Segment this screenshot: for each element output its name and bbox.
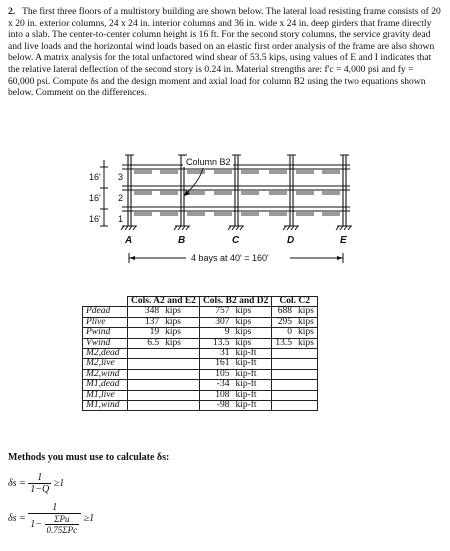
cell-c-value: 0	[272, 328, 295, 338]
cell-b-unit: kip-ft	[232, 390, 271, 400]
column-label-c: C	[232, 235, 240, 246]
eq2-fraction	[28, 502, 81, 535]
cell-a-value	[128, 349, 163, 359]
table-row	[83, 349, 318, 359]
cell-b-unit: kip-ft	[232, 380, 271, 390]
cell-b-value: -98	[199, 401, 232, 411]
row-label: M2,dead	[83, 349, 128, 359]
cell-c-value: 295	[272, 317, 295, 327]
equation-1	[8, 472, 64, 495]
eq2-inner-denominator: 0.75ΣPc	[46, 525, 78, 535]
row-label: M2,wind	[83, 369, 128, 379]
row-label: M1,dead	[83, 380, 128, 390]
cell-b-value: 307	[199, 317, 232, 327]
story-number-3: 3	[118, 172, 124, 182]
cell-b-value: 108	[199, 390, 232, 400]
eq2-denominator	[28, 514, 81, 535]
eq2-lhs: δs =	[8, 512, 26, 524]
cell-c-unit	[295, 401, 317, 411]
cell-a-value	[128, 380, 163, 390]
row-label: Pwind	[83, 328, 128, 338]
eq1-lhs: δs =	[8, 477, 26, 489]
column-b2-callout: Column B2	[186, 157, 231, 167]
bays-label: 4 bays at 40' = 160'	[191, 253, 269, 263]
eq1-numerator: 1	[28, 472, 51, 484]
column-label-d: D	[287, 235, 295, 246]
cell-b-unit: kip-ft	[232, 369, 271, 379]
cell-c-unit: kips	[295, 338, 317, 348]
table-body	[83, 307, 318, 411]
row-label: M2,live	[83, 359, 128, 369]
problem-number: 2.	[8, 6, 16, 17]
methods-heading: Methods you must use to calculate δs:	[8, 452, 170, 463]
cell-c-value	[272, 359, 295, 369]
column-label-a: A	[125, 235, 133, 246]
story-number-2: 2	[118, 193, 124, 203]
cell-b-value: 757	[199, 307, 232, 317]
cell-b-unit: kip-ft	[232, 401, 271, 411]
cell-b-unit: kips	[232, 317, 271, 327]
cell-c-unit: kips	[295, 307, 317, 317]
cell-b-value: 161	[199, 359, 232, 369]
cell-c-unit: kips	[295, 328, 317, 338]
cell-b-unit: kip-ft	[232, 359, 271, 369]
cell-a-unit	[162, 390, 199, 400]
cell-b-value: 9	[199, 328, 232, 338]
cell-c-unit	[295, 390, 317, 400]
cell-c-value	[272, 369, 295, 379]
cell-a-value	[128, 401, 163, 411]
row-label: M1,wind	[83, 401, 128, 411]
eq2-inner-numerator: ΣPu	[45, 514, 80, 525]
cell-b-value: -34	[199, 380, 232, 390]
eq1-fraction	[28, 472, 51, 495]
story-height-3: 16'	[89, 172, 101, 182]
header-cols-b2-d2: Cols. B2 and D2	[199, 297, 271, 307]
table-row	[83, 338, 318, 348]
table-row	[83, 328, 318, 338]
eq2-den-left: 1−	[30, 518, 43, 530]
cell-a-unit	[162, 401, 199, 411]
table-row	[83, 359, 318, 369]
problem-text: The first three floors of a multistory building are shown below. The lateral load resisting frame consists of 20 x 20 in. exterior columns, 24 x 24 in. interior columns and 36 in. wide x 24 in. deep girders that frame directly into a slab. The center-to-center column height is 16 ft. For the second story columns, the service gravity dead and live loads and the horizontal wind loads based on an elastic first order analysis of the frame are also shown below. A matrix analysis for the total unfactored wind shear of 53.5 kips, using values of E and I indicates that the relative lateral deflection of the second story is 0.24 in. Material strengths are: f'c = 4,000 psi and fy = 60,000 psi. Compute δs and the design moment and axial load for column B2 using the two equations shown below. Comment on the differences.	[8, 6, 441, 99]
story-number-1: 1	[118, 214, 124, 224]
cell-b-value: 105	[199, 369, 232, 379]
table-row	[83, 317, 318, 327]
cell-b-unit: kips	[232, 338, 271, 348]
cell-a-unit	[162, 349, 199, 359]
cell-c-unit	[295, 349, 317, 359]
eq1-denominator: 1−Q	[30, 484, 50, 495]
row-label: M1,live	[83, 390, 128, 400]
cell-b-unit: kips	[232, 307, 271, 317]
table-row	[83, 401, 318, 411]
cell-a-unit: kips	[162, 307, 199, 317]
height-dimension	[100, 160, 108, 226]
cell-c-unit	[295, 380, 317, 390]
table-row	[83, 380, 318, 390]
cell-a-value: 348	[128, 307, 163, 317]
cell-a-value	[128, 359, 163, 369]
eq2-numerator: 1	[28, 502, 81, 514]
cell-a-value: 6.5	[128, 338, 163, 348]
row-label: Plive	[83, 317, 128, 327]
cell-c-unit	[295, 359, 317, 369]
cell-b-unit: kip-ft	[232, 349, 271, 359]
cell-c-value	[272, 349, 295, 359]
eq1-rhs: ≥1	[53, 477, 65, 489]
cell-b-value: 31	[199, 349, 232, 359]
cell-c-unit: kips	[295, 317, 317, 327]
story-height-2: 16'	[89, 193, 101, 203]
story-height-1: 16'	[89, 214, 101, 224]
table-row	[83, 307, 318, 317]
cell-a-unit: kips	[162, 328, 199, 338]
cell-a-value	[128, 390, 163, 400]
cell-c-unit	[295, 369, 317, 379]
cell-a-unit	[162, 380, 199, 390]
column-label-e: E	[340, 235, 347, 246]
frame-floors	[122, 165, 350, 211]
eq2-inner-fraction	[45, 514, 80, 535]
row-label: Pdead	[83, 307, 128, 317]
height-labels	[89, 172, 123, 224]
header-col-c2: Col. C2	[272, 297, 317, 307]
cell-a-unit: kips	[162, 317, 199, 327]
girder-shading	[134, 170, 340, 216]
column-label-b: B	[178, 235, 186, 246]
cell-c-value	[272, 380, 295, 390]
cell-a-value: 137	[128, 317, 163, 327]
cell-b-unit: kips	[232, 328, 271, 338]
column-labels	[124, 235, 347, 246]
eq2-rhs: ≥1	[83, 512, 95, 524]
cell-c-value	[272, 401, 295, 411]
cell-a-unit	[162, 369, 199, 379]
header-cols-a2-e2: Cols. A2 and E2	[128, 297, 200, 307]
cell-a-unit	[162, 359, 199, 369]
cell-b-value: 13.5	[199, 338, 232, 348]
cell-c-value: 688	[272, 307, 295, 317]
table-row	[83, 390, 318, 400]
cell-a-value: 19	[128, 328, 163, 338]
row-label: Vwind	[83, 338, 128, 348]
equation-2	[8, 502, 94, 535]
ground-supports	[121, 226, 352, 230]
cell-a-unit: kips	[162, 338, 199, 348]
cell-c-value: 13.5	[272, 338, 295, 348]
load-table	[82, 296, 318, 411]
table-row	[83, 369, 318, 379]
cell-c-value	[272, 390, 295, 400]
cell-a-value	[128, 369, 163, 379]
